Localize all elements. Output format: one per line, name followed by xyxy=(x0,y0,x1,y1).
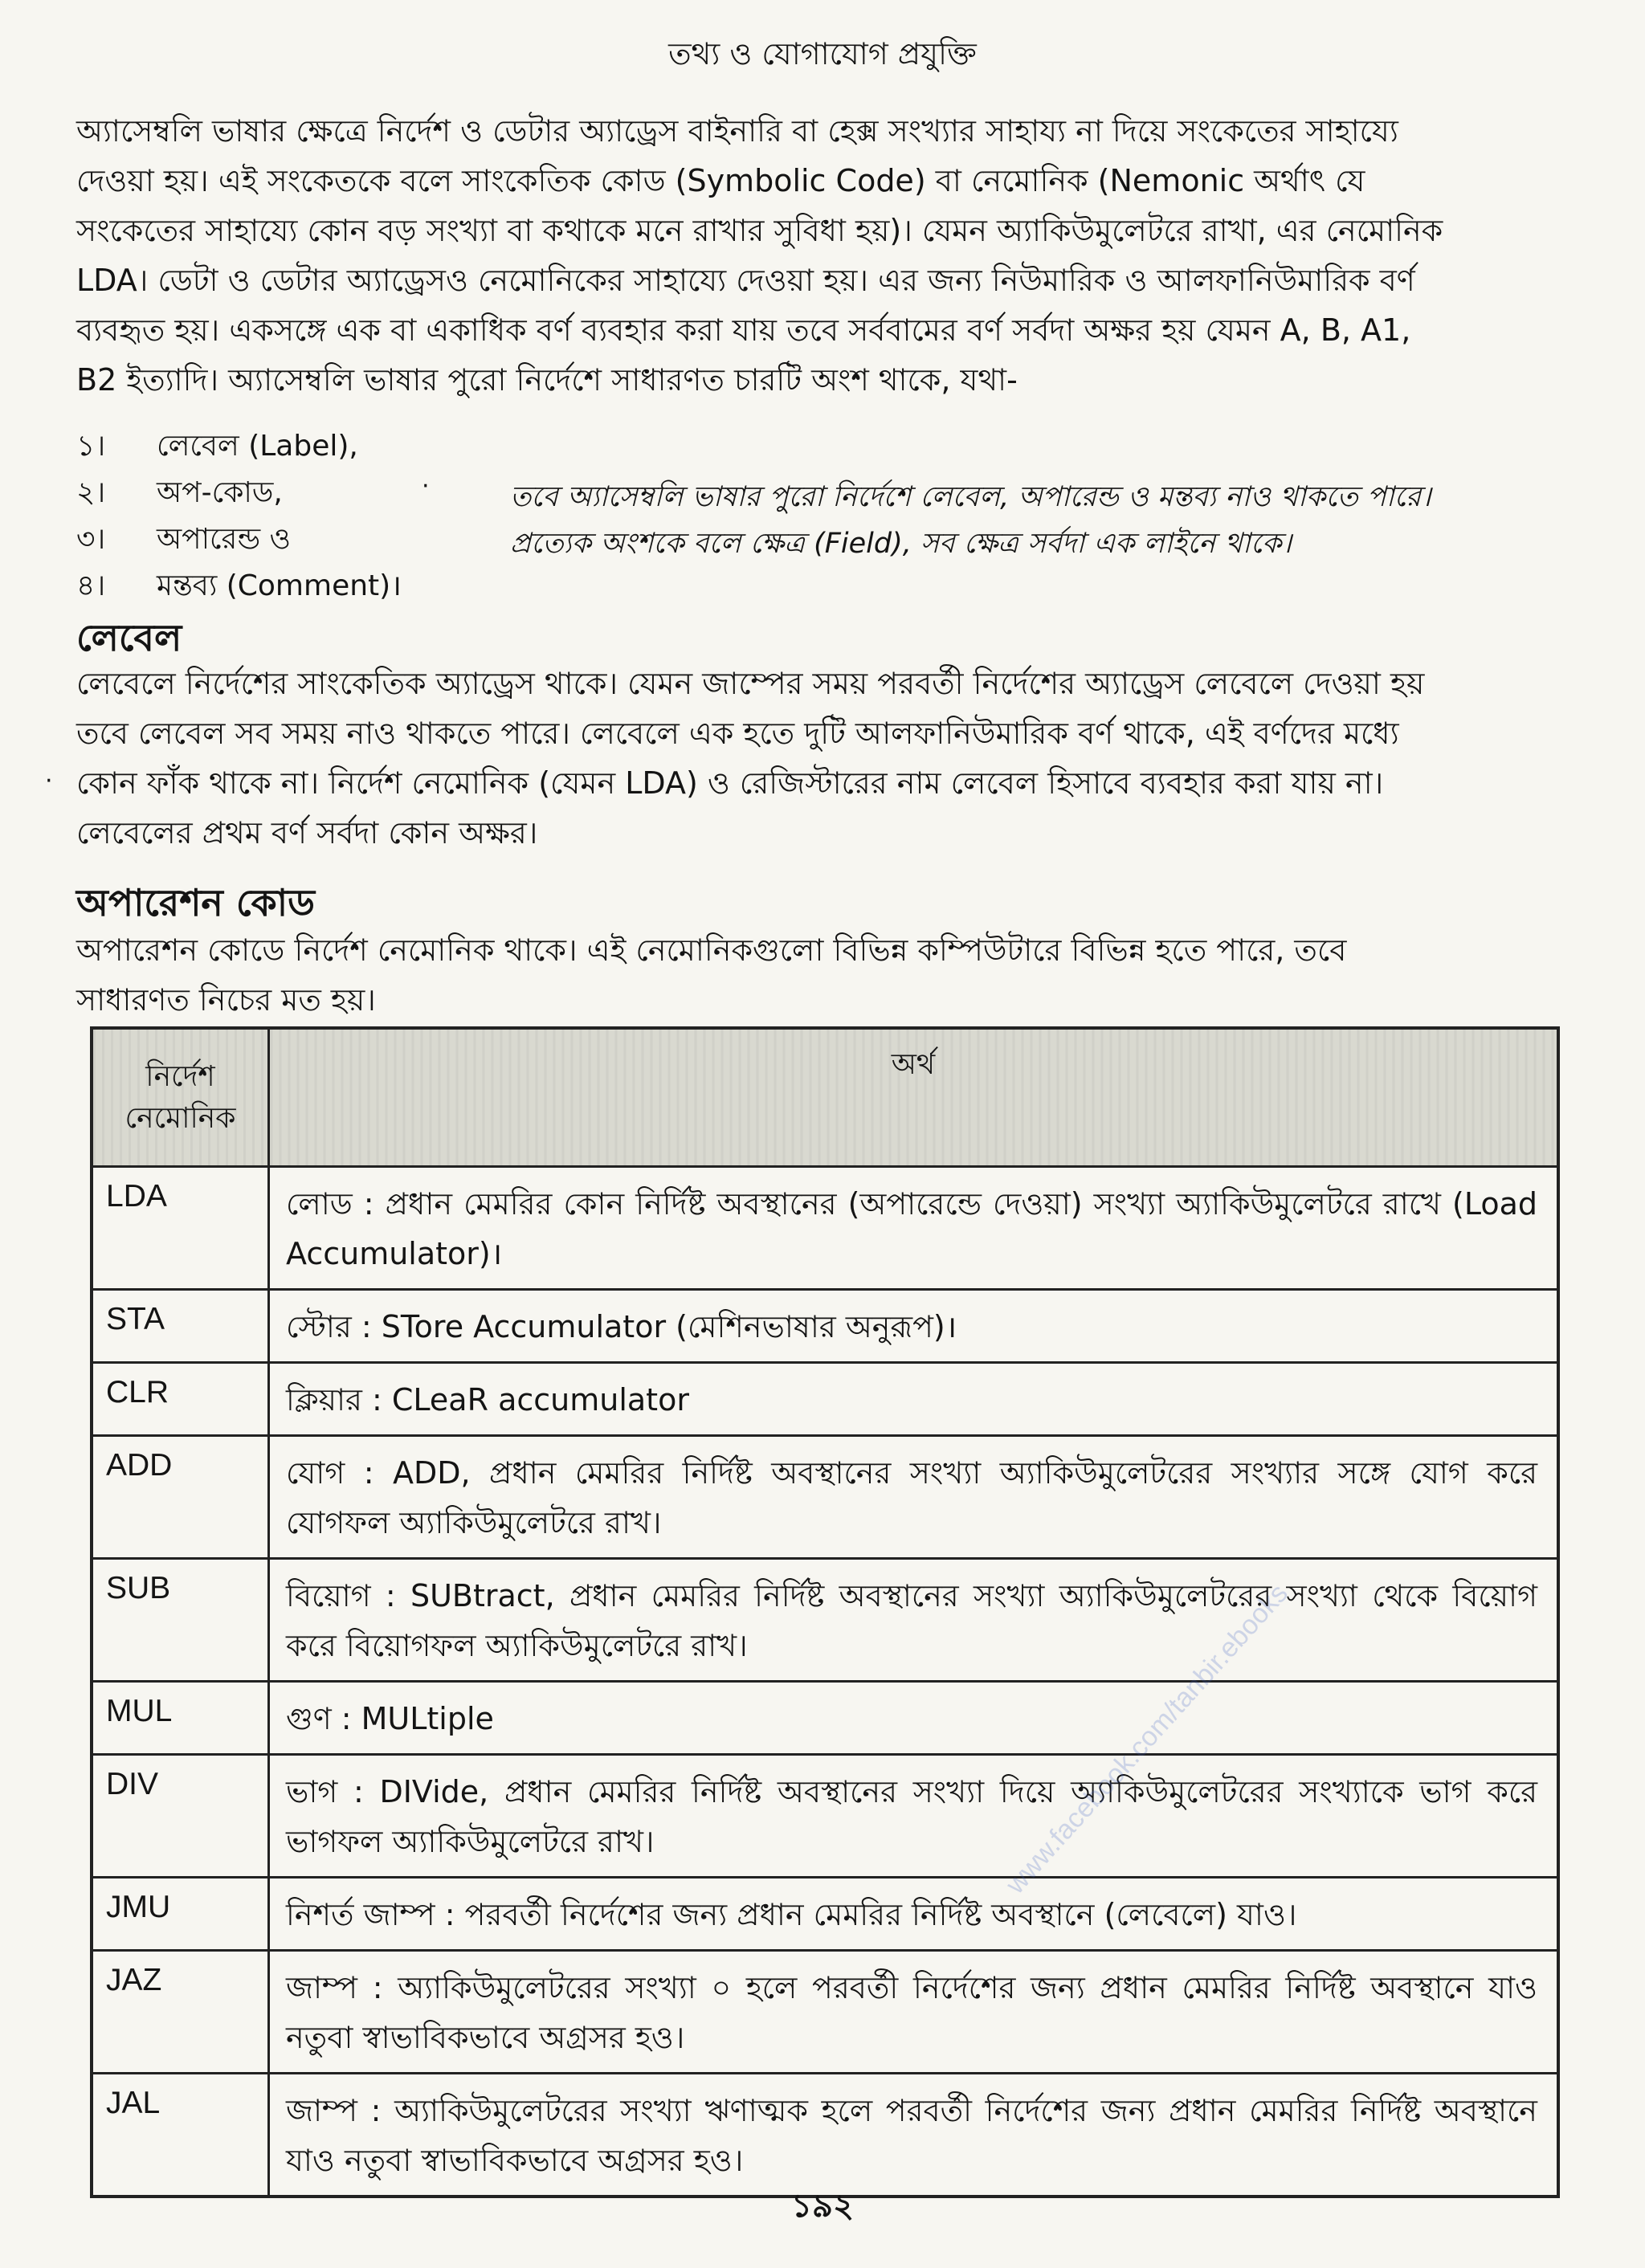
table-row xyxy=(92,1755,1558,1878)
table-row xyxy=(92,1363,1558,1436)
header-mnemonic xyxy=(92,1028,269,1167)
header-meaning: অর্থ xyxy=(269,1028,1559,1167)
table-row xyxy=(92,1951,1558,2074)
intro-paragraph xyxy=(76,106,1554,405)
mnemonic-cell: JAZ xyxy=(92,1951,269,2074)
meaning-cell: গুণ : MULtiple xyxy=(269,1682,1559,1755)
mnemonic-cell: JMU xyxy=(92,1878,269,1951)
opcode-line: অপারেশন কোডে নির্দেশ নেমোনিক থাকে। এই নেমোনিকগুলো বিভিন্ন কম্পিউটারে বিভিন্ন হতে পারে, তবে xyxy=(76,932,1347,968)
table-row xyxy=(92,1559,1558,1682)
intro-line: LDA। ডেটা ও ডেটার অ্যাড্রেসও নেমোনিকের সাহায্যে দেওয়া হয়। এর জন্য নিউমারিক ও আলফানিউমারিক বর্ণ xyxy=(76,263,1415,298)
meaning-cell: লোড : প্রধান মেমরির কোন নির্দিষ্ট অবস্থানের (অপারেন্ডে দেওয়া) সংখ্যা অ্যাকিউমুলেটরে রাখে (Load Accumulator)। xyxy=(269,1167,1559,1290)
mnemonic-cell: CLR xyxy=(92,1363,269,1436)
meaning-cell: বিয়োগ : SUBtract, প্রধান মেমরির নির্দিষ্ট অবস্থানের সংখ্যা অ্যাকিউমুলেটরের সংখ্যা থেকে বিয়োগ করে বিয়োগফল অ্যাকিউমুলেটরে রাখ। xyxy=(269,1559,1559,1682)
list-text: মন্তব্য (Comment)। xyxy=(157,569,402,602)
table-row xyxy=(92,1878,1558,1951)
meaning-cell: জাম্প : অ্যাকিউমুলেটরের সংখ্যা ঋণাত্মক হলে পরবর্তী নির্দেশের জন্য প্রধান মেমরির নির্দিষ্ট অবস্থানে যাও নতুবা স্বাভাবিকভাবে অগ্রসর হও। xyxy=(269,2074,1559,2197)
list-item xyxy=(76,424,358,472)
section-heading-label: লেবেল xyxy=(76,616,182,659)
list-text: লেবেল (Label), xyxy=(157,430,358,463)
label-line: লেবেলে নির্দেশের সাংকেতিক অ্যাড্রেস থাকে। যেমন জাম্পের সময় পরবর্তী নির্দেশের অ্যাড্রেস লেবেলে দেওয়া হয় xyxy=(76,666,1425,701)
list-text: অপারেন্ড ও xyxy=(157,523,292,556)
instruction-parts-list xyxy=(76,424,1570,609)
list-number: ৩। xyxy=(76,523,106,556)
label-line: কোন ফাঁক থাকে না। নির্দেশ নেমোনিক (যেমন LDA) ও রেজিস্টারের নাম লেবেল হিসাবে ব্যবহার করা যায় না। xyxy=(76,765,1384,801)
mnemonic-cell: LDA xyxy=(92,1167,269,1290)
intro-line: অ্যাসেম্বলি ভাষার ক্ষেত্রে নির্দেশ ও ডেটার অ্যাড্রেস বাইনারি বা হেক্স সংখ্যার সাহায্য না দিয়ে সংকেতের সাহায্যে xyxy=(76,113,1398,149)
margin-dot: · xyxy=(45,767,53,795)
meaning-cell: স্টোর : STore Accumulator (মেশিনভাষার অনুরূপ)। xyxy=(269,1290,1559,1363)
mnemonic-cell: ADD xyxy=(92,1436,269,1559)
list-item xyxy=(76,564,402,612)
table-row xyxy=(92,1682,1558,1755)
mnemonic-cell: MUL xyxy=(92,1682,269,1755)
note-line: প্রত্যেক অংশকে বলে ক্ষেত্র (Field), সব ক্ষেত্র সর্বদা এক লাইনে থাকে। xyxy=(510,528,1292,560)
meaning-cell: যোগ : ADD, প্রধান মেমরির নির্দিষ্ট অবস্থানের সংখ্যা অ্যাকিউমুলেটরের সংখ্যার সঙ্গে যোগ করে যোগফল অ্যাকিউমুলেটরে রাখ। xyxy=(269,1436,1559,1559)
mnemonic-table xyxy=(90,1026,1560,2198)
intro-line: B2 ইত্যাদি। অ্যাসেম্বলি ভাষার পুরো নির্দেশে সাধারণত চারটি অংশ থাকে, যথা- xyxy=(76,362,1018,398)
list-number: ৪। xyxy=(76,569,106,602)
table-row xyxy=(92,1167,1558,1290)
list-text: অপ-কোড, xyxy=(157,476,283,509)
meaning-cell: ক্লিয়ার : CLeaR accumulator xyxy=(269,1363,1559,1436)
list-item xyxy=(76,517,291,565)
intro-line: দেওয়া হয়। এই সংকেতকে বলে সাংকেতিক কোড (Symbolic Code) বা নেমোনিক (Nemonic অর্থাৎ যে xyxy=(76,163,1365,198)
table-row xyxy=(92,2074,1558,2197)
mnemonic-cell: JAL xyxy=(92,2074,269,2197)
note-line: তবে অ্যাসেম্বলি ভাষার পুরো নির্দেশে লেবেল, অপারেন্ড ও মন্তব্য নাও থাকতে পারে। xyxy=(510,481,1431,513)
table-row xyxy=(92,1290,1558,1363)
meaning-cell: জাম্প : অ্যাকিউমুলেটরের সংখ্যা ০ হলে পরবর্তী নির্দেশের জন্য প্রধান মেমরির নির্দিষ্ট অবস্থানে যাও নতুবা স্বাভাবিকভাবে অগ্রসর হও। xyxy=(269,1951,1559,2074)
header-mnemonic-line2: নেমোনিক xyxy=(124,1101,236,1135)
opcode-paragraph xyxy=(76,925,1554,1025)
intro-line: সংকেতের সাহায্যে কোন বড় সংখ্যা বা কথাকে মনে রাখার সুবিধা হয়)। যেমন অ্যাকিউমুলেটরে রাখা, এর নেমোনিক xyxy=(76,213,1443,248)
running-title: তথ্য ও যোগাযোগ প্রযুক্তি xyxy=(668,36,977,71)
mnemonic-cell: DIV xyxy=(92,1755,269,1878)
label-paragraph xyxy=(76,659,1554,858)
parts-note xyxy=(510,474,1431,567)
header-mnemonic-line1: নির্দেশ xyxy=(145,1059,215,1093)
section-heading-opcode: অপারেশন কোড xyxy=(76,881,315,924)
table-header-row xyxy=(92,1028,1558,1167)
page-number: ১৯২ xyxy=(791,2188,854,2225)
list-number: ১। xyxy=(76,430,106,463)
intro-line: ব্যবহৃত হয়। একসঙ্গে এক বা একাধিক বর্ণ ব্যবহার করা যায় তবে সর্ববামের বর্ণ সর্বদা অক্ষর হয় যেমন A, B, A1, xyxy=(76,312,1411,348)
list-number: ২। xyxy=(76,476,106,509)
opcode-line: সাধারণত নিচের মত হয়। xyxy=(76,982,376,1018)
stray-dot: · xyxy=(422,472,430,500)
table-row xyxy=(92,1436,1558,1559)
mnemonic-cell: STA xyxy=(92,1290,269,1363)
label-line: তবে লেবেল সব সময় নাও থাকতে পারে। লেবেলে এক হতে দুটি আলফানিউমারিক বর্ণ থাকে, এই বর্ণদের মধ্যে xyxy=(76,716,1399,751)
list-item xyxy=(76,471,283,519)
watermark: www.facebook.com/tanbir.ebooks xyxy=(1000,1578,1294,1900)
meaning-cell: ভাগ : DIVide, প্রধান মেমরির নির্দিষ্ট অবস্থানের সংখ্যা দিয়ে অ্যাকিউমুলেটরের সংখ্যাকে ভাগ করে ভাগফল অ্যাকিউমুলেটরে রাখ। xyxy=(269,1755,1559,1878)
meaning-cell: নিশর্ত জাম্প : পরবর্তী নির্দেশের জন্য প্রধান মেমরির নির্দিষ্ট অবস্থানে (লেবেলে) যাও। xyxy=(269,1878,1559,1951)
mnemonic-cell: SUB xyxy=(92,1559,269,1682)
label-line: লেবেলের প্রথম বর্ণ সর্বদা কোন অক্ষর। xyxy=(76,815,538,850)
